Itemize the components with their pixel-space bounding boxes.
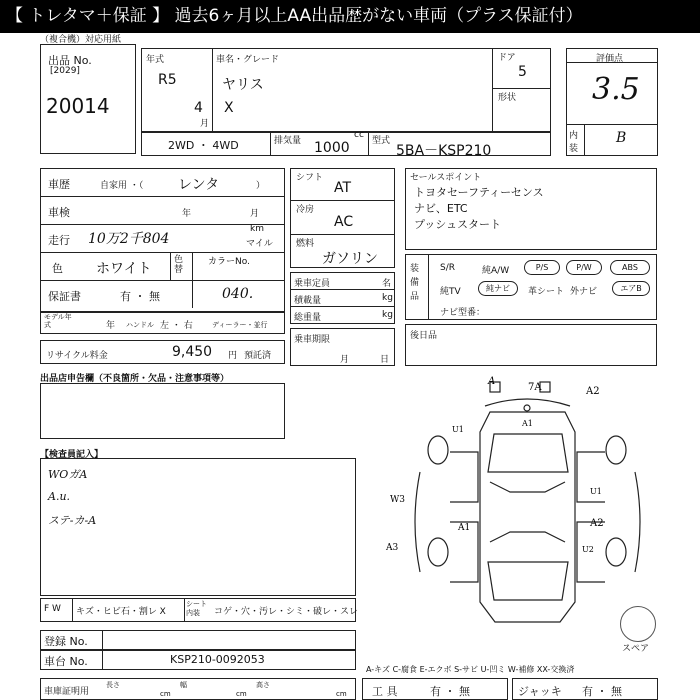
model-name: ヤリス <box>222 77 264 93</box>
seat-label: シート内装 <box>186 600 207 617</box>
model-year-year: 年 <box>106 321 116 331</box>
shape-label: 形状 <box>498 93 517 103</box>
lot-stamp: [2029] <box>50 66 80 76</box>
gross-unit: kg <box>382 310 393 320</box>
report-label: 出品店申告欄（不良箇所・欠品・注意事項等） <box>40 374 230 384</box>
history-close: ） <box>256 181 266 191</box>
mark-a2-top: A2 <box>586 386 600 397</box>
equip-navi-model: ナビ型番： <box>440 308 486 318</box>
sales-line-2: ナビ、ETC <box>414 202 468 215</box>
sales-line-3: プッシュスタート <box>414 218 502 231</box>
handle-value: 左 ・ 右 <box>160 321 193 331</box>
warranty-value: 有 ・ 無 <box>120 290 160 303</box>
fw-label: F W <box>44 604 61 614</box>
chassis-value: KSP210-0092053 <box>170 653 265 666</box>
cert-length: 長さ <box>106 681 120 689</box>
mark-u1-left: U1 <box>452 425 464 434</box>
warranty-label: 保証書 <box>48 290 81 303</box>
sales-line-1: トヨタセーフティーセンス <box>414 186 544 199</box>
displacement-value: 1000 <box>314 140 350 156</box>
jack-value: 有 ・ 無 <box>582 685 622 698</box>
color-code: 040. <box>222 286 254 302</box>
history-options: 自家用 ・（ <box>100 181 144 191</box>
score-value: 3.5 <box>592 72 640 107</box>
fuel-value: ガソリン <box>322 251 378 267</box>
inspection-year: 年 <box>182 209 192 219</box>
score-label: 評価点 <box>596 54 624 64</box>
history-label: 車歴 <box>48 178 70 191</box>
expiry-month: 月 <box>340 355 350 365</box>
equip-pw: P/W <box>566 260 602 275</box>
cert-label: 車庫証明用 <box>44 687 90 697</box>
recycle-label: リサイクル料金 <box>46 351 108 361</box>
mark-w3: W3 <box>390 495 405 505</box>
aircon-value: AC <box>334 214 354 230</box>
mark-7a: 7A <box>528 382 542 393</box>
inspector-note-2: A.u. <box>48 490 71 503</box>
sub-header: （複合機）対応用紙 <box>40 35 122 45</box>
equip-ps: P/S <box>524 260 560 275</box>
equip-leather: 革シート <box>528 287 565 297</box>
lot-label: 出品 No. <box>48 54 92 67</box>
after-label: 後日品 <box>410 331 438 341</box>
capacity-unit: 名 <box>382 279 392 289</box>
aircon-label: 冷房 <box>296 205 315 215</box>
shift-label: シフト <box>296 173 324 183</box>
year-month-unit: 月 <box>200 119 210 129</box>
equip-navi: 純ナビ <box>478 281 518 296</box>
dealer-value: ディーラー・並行 <box>212 321 268 329</box>
mileage-mile: マイル <box>246 239 273 249</box>
expiry-label: 乗車期限 <box>294 335 331 345</box>
mark-u2: U2 <box>582 545 594 554</box>
doors-value: 5 <box>518 64 527 80</box>
inspector-note-3: ステ-カ-A <box>48 514 97 527</box>
expiry-day: 日 <box>380 355 390 365</box>
fuel-label: 燃料 <box>296 239 315 249</box>
shift-value: AT <box>334 180 352 196</box>
mark-a1-mid: A1 <box>458 523 471 533</box>
cert-unit-1: cm <box>160 690 171 698</box>
mark-a1-top: A1 <box>522 419 533 428</box>
inspection-label: 車検 <box>48 206 70 219</box>
load-unit: kg <box>382 293 393 303</box>
recycle-unit: 円 <box>228 351 238 361</box>
equip-ext-navi: 外ナビ <box>570 287 598 297</box>
capacity-label: 乗車定員 <box>294 279 331 289</box>
lot-number: 20014 <box>46 94 110 118</box>
model-label: 車名・グレード <box>216 55 280 65</box>
type-label: 型式 <box>372 136 391 146</box>
model-grade: X <box>224 100 234 116</box>
year-month: 4 <box>194 100 203 116</box>
model-year-label: モデル年式 <box>44 313 72 329</box>
inspector-label: 【検査員記入】 <box>40 450 104 460</box>
seat-text: コゲ・穴・汚レ・シミ・破レ・スレ <box>214 607 359 617</box>
year-label: 年式 <box>146 55 165 65</box>
after-block <box>405 324 657 366</box>
reg-label: 登録 No. <box>44 635 88 648</box>
spare-tire-icon <box>620 606 656 642</box>
cert-unit-2: cm <box>236 690 247 698</box>
interior-label: 内装 <box>569 131 579 154</box>
tools-value: 有 ・ 無 <box>430 685 470 698</box>
mark-a3: A3 <box>386 543 399 553</box>
color-change-label: 色替 <box>174 255 184 275</box>
history-value: レンタ <box>178 177 220 193</box>
report-box <box>40 383 285 439</box>
equipment-label: 装備品 <box>410 264 420 302</box>
color-code-label: カラーNo. <box>208 257 250 267</box>
cert-height: 高さ <box>256 681 270 689</box>
recycle-note: 預託済 <box>244 351 272 361</box>
spare-label: スペア <box>622 644 650 654</box>
drive-value: 2WD ・ 4WD <box>168 139 239 152</box>
mileage-km: km <box>250 224 264 234</box>
sales-label: セールスポイント <box>410 173 482 183</box>
mark-a2-mid: A2 <box>590 518 604 529</box>
chassis-label: 車台 No. <box>44 655 88 668</box>
type-value: 5BA－KSP210 <box>396 143 492 159</box>
fw-text: キズ・ヒビ石・割レ X <box>76 607 166 617</box>
inspector-note-1: WOガA <box>48 468 88 481</box>
mark-a: A <box>488 376 496 387</box>
car-diagram <box>386 372 660 642</box>
gross-label: 総重量 <box>294 313 322 323</box>
cert-width: 幅 <box>180 681 187 689</box>
jack-label: ジャッキ <box>518 685 562 698</box>
load-label: 積載量 <box>294 296 322 306</box>
handle-label: ハンドル <box>126 321 154 329</box>
displacement-label: 排気量 <box>274 136 302 146</box>
inspection-month: 月 <box>250 209 260 219</box>
legend: A-キズ C-腐食 E-エクボ S-サビ U-凹ミ W-補修 XX-交換済 <box>366 665 575 674</box>
banner: 【 トレタマ＋保証 】 過去6ヶ月以上AA出品歴がない車両（プラス保証付） <box>0 0 700 33</box>
interior-value: B <box>616 130 627 146</box>
cert-unit-3: cm <box>336 690 347 698</box>
mileage-value: 10万2千804 <box>88 231 170 247</box>
mark-u1-right: U1 <box>590 487 602 496</box>
equip-aw: 純A/W <box>482 266 510 276</box>
color-value: ホワイト <box>96 261 152 277</box>
mileage-label: 走行 <box>48 234 70 247</box>
equip-airbag: エアB <box>612 281 650 296</box>
equip-tv: 純TV <box>440 287 461 297</box>
tools-label: 工 具 <box>372 685 398 698</box>
equip-abs: ABS <box>610 260 650 275</box>
doors-label: ドア <box>498 53 516 63</box>
recycle-value: 9,450 <box>172 344 213 360</box>
color-label: 色 <box>52 262 63 275</box>
equip-sr: S/R <box>440 263 455 273</box>
year-era: R5 <box>158 72 177 88</box>
displacement-unit: cc <box>354 130 364 140</box>
